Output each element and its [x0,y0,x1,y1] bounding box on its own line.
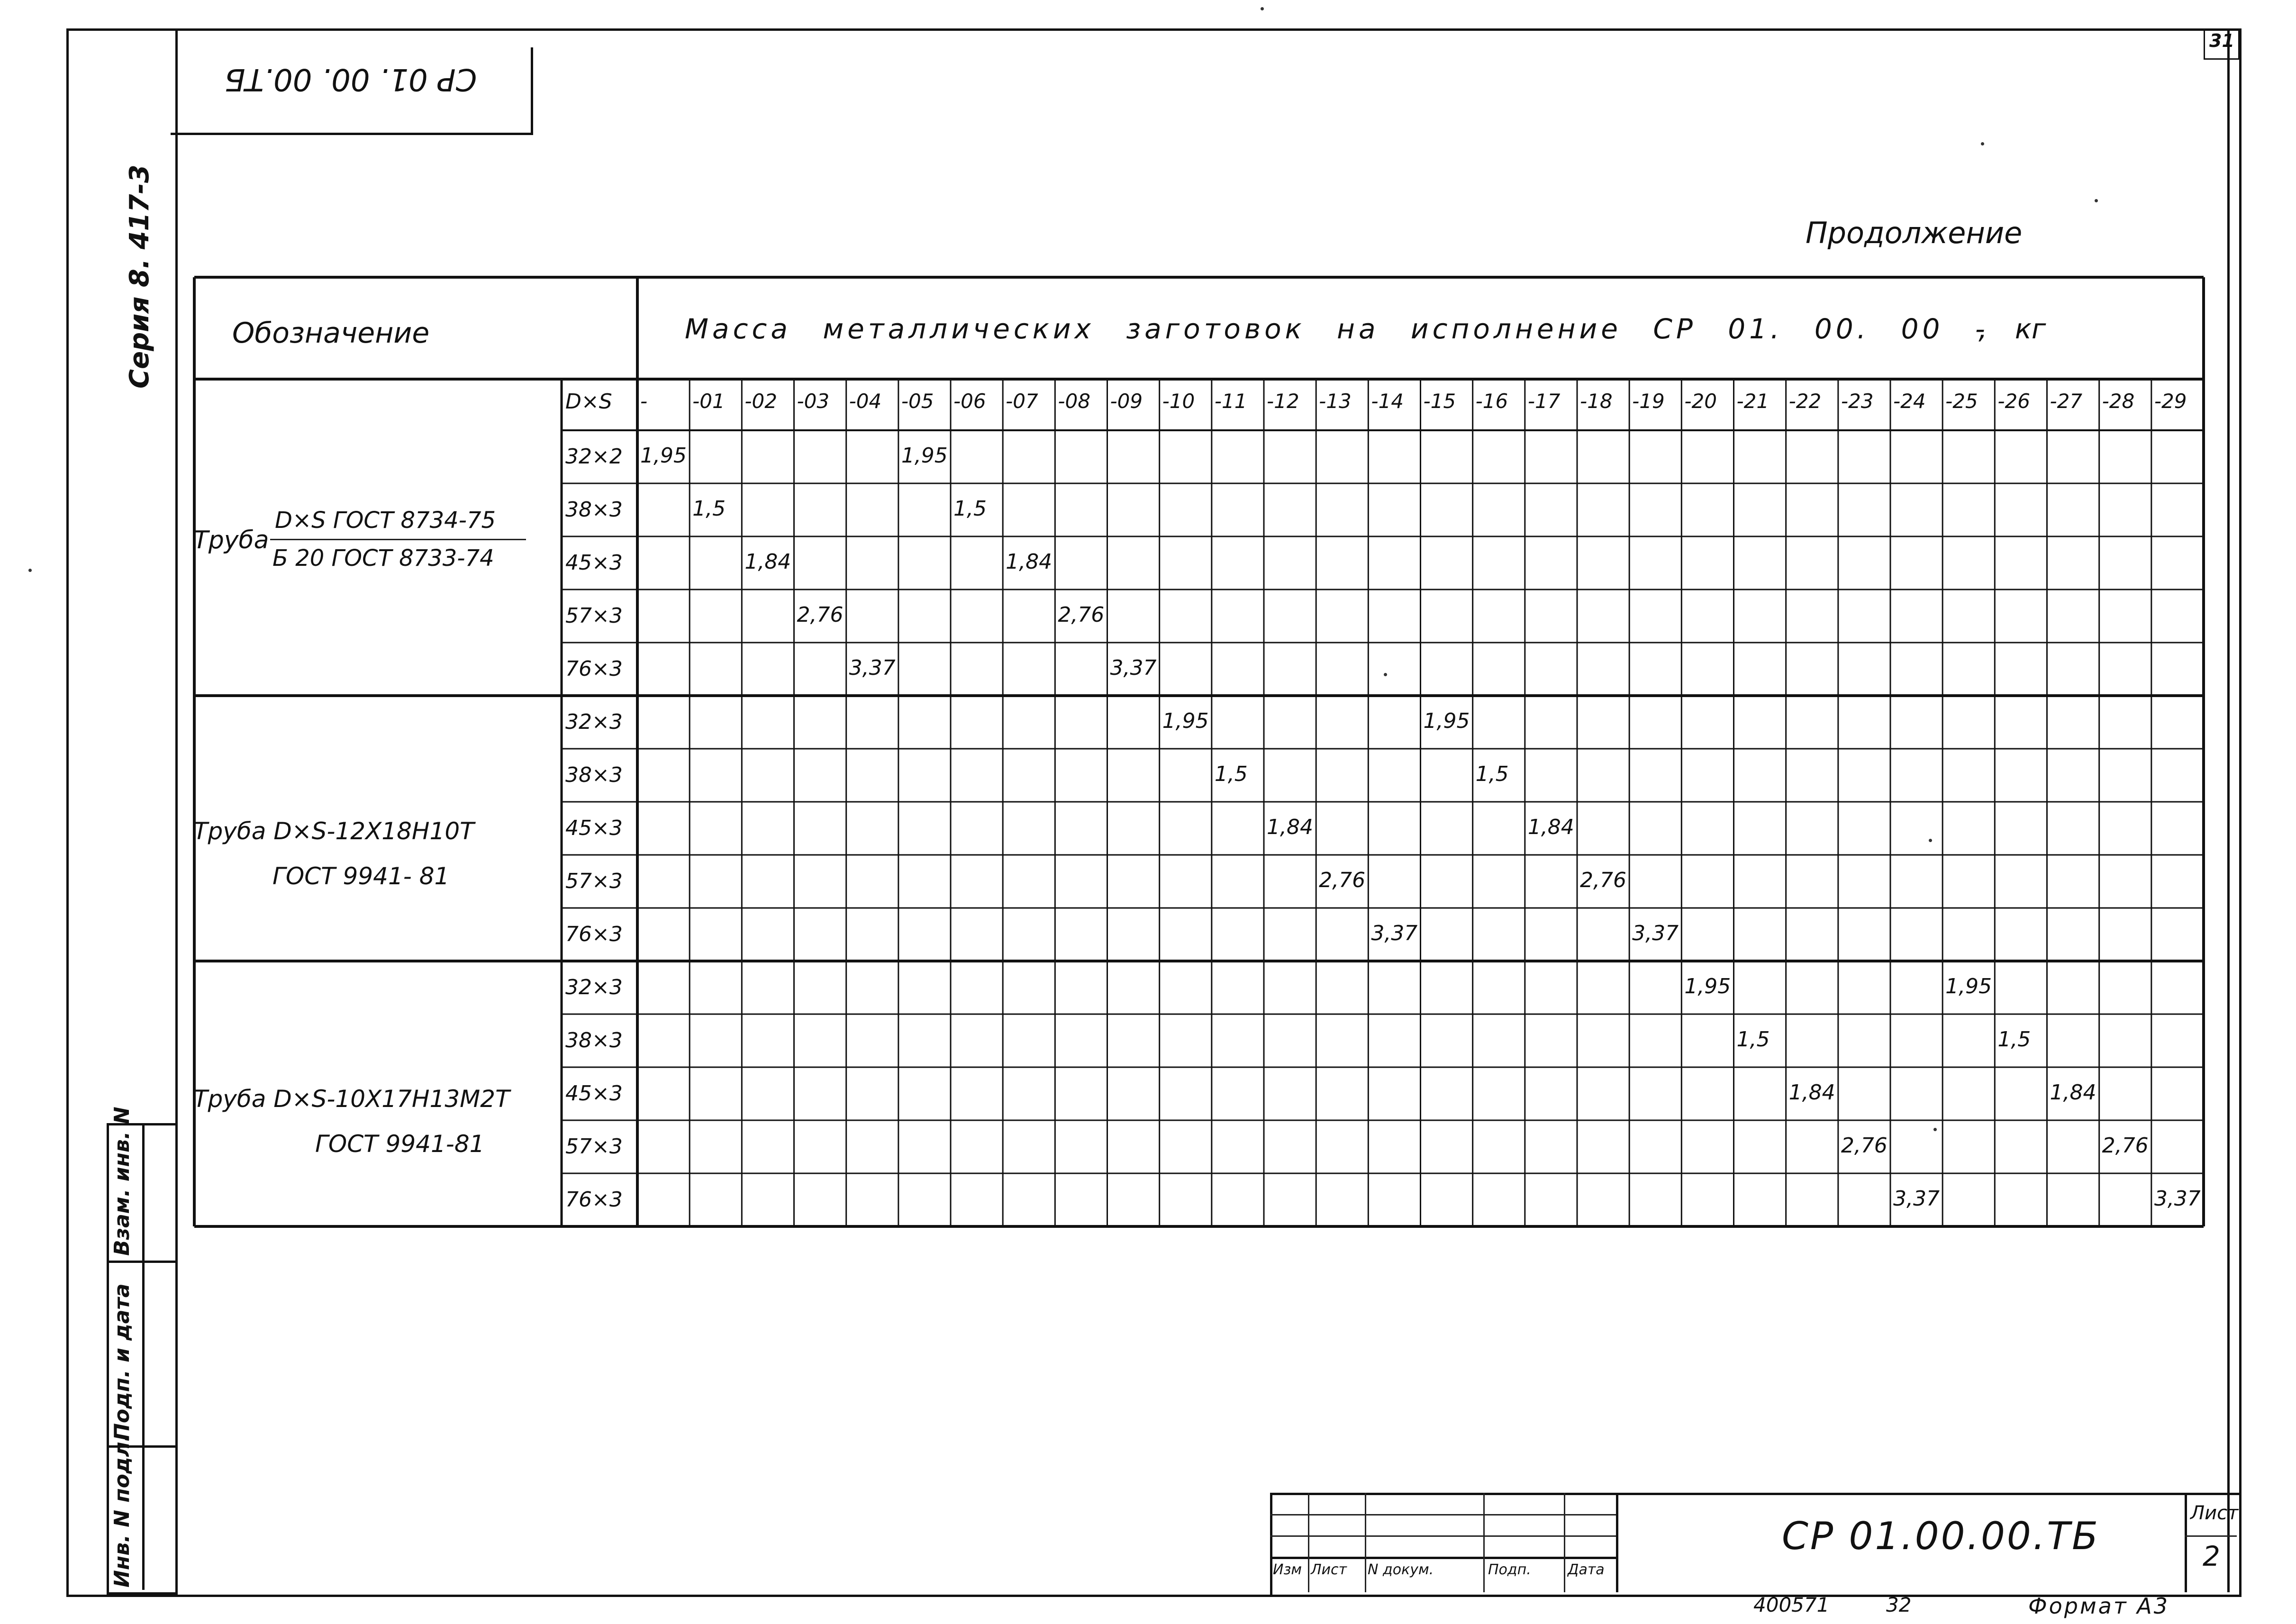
variant-header: -05 [901,390,934,413]
footer-page: 32 [1886,1593,1912,1616]
variant-header: -04 [849,390,882,413]
row-size: 76×3 [565,657,623,681]
variant-header: -15 [1423,390,1456,413]
variant-header: -24 [1893,390,1926,413]
scan-speck [28,569,32,572]
variant-header: -07 [1006,390,1038,413]
scan-speck [1384,673,1387,676]
designation-header: Обозначение [232,317,430,350]
sheet-label: Лист [2190,1502,2239,1524]
mass-value: 1,5 [1214,762,1248,786]
row-size: 57×3 [565,1134,623,1159]
title-block-sheet-divider [2185,1493,2187,1592]
mass-unit: , кг [1978,313,2046,345]
row-size: 57×3 [565,869,623,893]
mass-value: 2,76 [2102,1134,2149,1158]
mass-value: 1,95 [640,444,687,468]
row-size: 45×3 [565,551,623,575]
group1-name-bottom: Б 20 ГОСТ 8733-74 [272,545,494,572]
scan-speck [2095,199,2098,202]
sheet-top-number: 31 [2209,30,2234,51]
variant-header: -01 [692,390,725,413]
mass-value: 1,95 [1423,709,1470,733]
group3-name-line1: Труба D×S-10Х17Н13М2Т [193,1085,510,1113]
mass-value: 2,76 [797,603,844,627]
variant-header: -23 [1841,390,1874,413]
mass-value: 1,5 [1475,762,1509,786]
mass-value: 1,84 [2050,1080,2096,1105]
tb-col-1 [1308,1493,1309,1592]
mass-value: 3,37 [849,656,896,680]
variant-header: -29 [2154,390,2187,413]
scan-speck [1933,1128,1937,1131]
row-size: 38×3 [565,763,623,787]
variant-header: -09 [1110,390,1143,413]
group1-name-top: D×S ГОСТ 8734-75 [275,507,496,534]
side-stamp-inv: Инв. N подл. [110,1433,134,1588]
mass-value: 1,5 [1736,1027,1770,1052]
row-size: 32×3 [565,975,623,999]
tb-col-4 [1564,1493,1565,1592]
mass-value: 2,76 [1319,868,1366,892]
mass-value: 3,37 [1371,921,1418,945]
variant-header: -03 [797,390,830,413]
group1-prefix: Труба [193,526,269,554]
sheet-number: 2 [2203,1540,2220,1572]
mass-value: 1,5 [953,497,987,521]
corner-stamp: СР 01. 00. 00.ТБ [224,62,477,97]
continuation-label: Продолжение [1806,216,2023,250]
group3-name-line2: ГОСТ 9941-81 [315,1130,485,1158]
mass-value: 2,76 [1841,1134,1888,1158]
row-size: 76×3 [565,1188,623,1212]
row-size: 38×3 [565,498,623,522]
row-size: 76×3 [565,922,623,946]
row-size: 38×3 [565,1028,623,1052]
tb-col-2 [1365,1493,1366,1592]
variant-header: -21 [1736,390,1770,413]
mass-value: 1,5 [1997,1027,2031,1052]
row-size: 57×3 [565,604,623,628]
variant-header: -11 [1214,390,1247,413]
variant-header: -25 [1945,390,1978,413]
mass-value: 1,84 [1006,550,1053,574]
mass-value: 3,37 [1632,921,1679,945]
mass-value: 1,95 [1945,974,1992,998]
variant-header: -19 [1632,390,1665,413]
variant-header: -02 [744,390,777,413]
mass-header: Масса металлических заготовок на исполнение СР 01. 00. 00 - [685,313,1989,345]
dxs-header: D×S [565,390,612,414]
group1-fraction-line [270,539,526,540]
variant-header: -28 [2102,390,2135,413]
mass-value: 3,37 [1893,1187,1940,1211]
group2-name-line1: Труба D×S-12Х18Н10Т [193,817,474,845]
variant-header: -27 [2050,390,2083,413]
footer-format: Формат А3 [2028,1593,2169,1619]
variant-header: -16 [1475,390,1508,413]
scan-speck [1929,839,1932,842]
variant-header: -26 [1997,390,2030,413]
side-stamp-divider-1 [107,1261,175,1263]
variant-header: -22 [1788,390,1822,413]
mass-value: 1,84 [744,550,791,574]
side-stamp-podp: Подп. и дата [110,1283,134,1441]
side-stamp-vzam: Взам. инв. N [110,1107,134,1256]
variant-header: -10 [1162,390,1195,413]
mass-value: 1,84 [1788,1080,1835,1105]
mass-value: 3,37 [2154,1187,2201,1211]
tb-label-list: Лист [1311,1561,1347,1578]
variant-header: - [640,390,648,413]
row-size: 45×3 [565,1081,623,1106]
tb-label-izm: Изм [1273,1561,1302,1578]
tb-label-data: Дата [1568,1561,1605,1578]
mass-value: 1,95 [1684,974,1731,998]
side-stamp-vdivider [142,1123,145,1590]
row-size: 45×3 [565,816,623,840]
footer-inventory: 400571 [1753,1593,1830,1616]
series-label: Серия 8. 417-3 [124,164,155,389]
row-size: 32×2 [565,445,623,469]
tb-label-podp: Подп. [1488,1561,1531,1578]
mass-value: 1,5 [692,497,726,521]
mass-value: 1,95 [901,444,948,468]
mass-value: 3,37 [1110,656,1157,680]
mass-value: 2,76 [1580,868,1626,892]
variant-header: -20 [1684,390,1717,413]
variant-header: -13 [1319,390,1352,413]
title-block-divider [1616,1493,1618,1592]
mass-value: 1,84 [1267,815,1313,839]
tb-col-3 [1483,1493,1485,1592]
document-code: СР 01.00.00.ТБ [1782,1514,2100,1558]
mass-value: 1,95 [1162,709,1209,733]
variant-header: -14 [1371,390,1404,413]
variant-header: -18 [1580,390,1613,413]
tb-label-ndoc: N докум. [1368,1561,1434,1578]
variant-header: -08 [1058,390,1090,413]
scan-speck [1981,142,1984,145]
variant-header: -06 [953,390,986,413]
group2-name-line2: ГОСТ 9941- 81 [272,862,450,890]
mass-value: 1,84 [1527,815,1574,839]
mass-value: 2,76 [1058,603,1105,627]
row-size: 32×3 [565,710,623,734]
scan-speck [1261,7,1264,10]
sheet-box-divider [2185,1535,2237,1537]
variant-header: -17 [1527,390,1561,413]
variant-header: -12 [1267,390,1299,413]
